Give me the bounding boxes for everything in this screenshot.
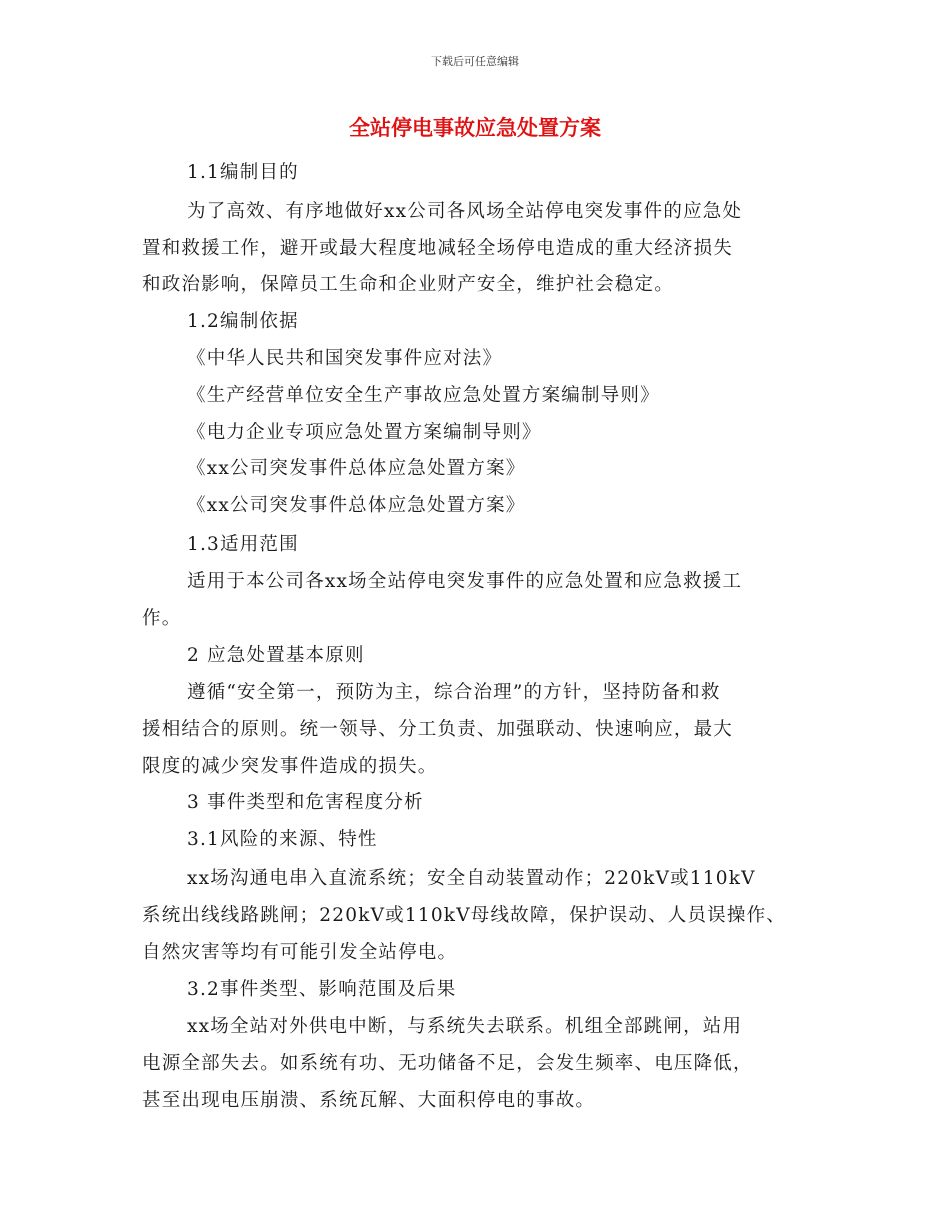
header-note: 下载后可任意编辑 (431, 55, 519, 68)
paragraph-line: xx场全站对外供电中断，与系统失去联系。机组全部跳闸，站用 (187, 1016, 743, 1037)
section-heading: 3.1风险的来源、特性 (187, 829, 378, 850)
reference-item: 《xx公司突发事件总体应急处置方案》 (187, 458, 526, 479)
paragraph-line: 援相结合的原则。统一领导、分工负责、加强联动、快速响应，最大 (142, 719, 734, 740)
paragraph-line: 为了高效、有序地做好xx公司各风场全站停电突发事件的应急处 (187, 201, 743, 222)
reference-item: 《电力企业专项应急处置方案编制导则》 (187, 422, 542, 443)
paragraph-line: 甚至出现电压崩溃、系统瓦解、大面积停电的事故。 (142, 1090, 596, 1111)
paragraph-line: 系统出线线路跳闸；220kV或110kV母线故障，保护误动、人员误操作、 (142, 905, 786, 926)
reference-item: 《生产经营单位安全生产事故应急处置方案编制导则》 (187, 385, 660, 406)
document-title: 全站停电事故应急处置方案 (349, 115, 601, 140)
section-heading: 1.1编制目的 (187, 162, 299, 183)
paragraph-line: 限度的减少突发事件造成的损失。 (142, 756, 438, 777)
paragraph-line: xx场沟通电串入直流系统；安全自动装置动作；220kV或110kV (187, 868, 756, 889)
paragraph-line: 适用于本公司各xx场全站停电突发事件的应急处置和应急救援工 (187, 571, 743, 592)
section-heading: 3 事件类型和危害程度分析 (187, 792, 424, 813)
paragraph-line: 电源全部失去。如系统有功、无功储备不足，会发生频率、电压降低， (142, 1053, 753, 1074)
section-heading: 2 应急处置基本原则 (187, 645, 365, 666)
paragraph-line: 置和救援工作，避开或最大程度地减轻全场停电造成的重大经济损失 (142, 238, 734, 259)
paragraph-line: 自然灾害等均有可能引发全站停电。 (142, 942, 458, 963)
reference-item: 《xx公司突发事件总体应急处置方案》 (187, 495, 526, 516)
paragraph-line: 和政治影响，保障员工生命和企业财产安全，维护社会稳定。 (142, 274, 674, 295)
paragraph-line: 作。 (142, 608, 182, 629)
section-heading: 1.3适用范围 (187, 534, 299, 555)
reference-item: 《中华人民共和国突发事件应对法》 (187, 348, 503, 369)
section-heading: 3.2事件类型、影响范围及后果 (187, 979, 457, 1000)
paragraph-line: 遵循“安全第一，预防为主，综合治理”的方针，坚持防备和救 (187, 682, 721, 703)
section-heading: 1.2编制依据 (187, 311, 299, 332)
